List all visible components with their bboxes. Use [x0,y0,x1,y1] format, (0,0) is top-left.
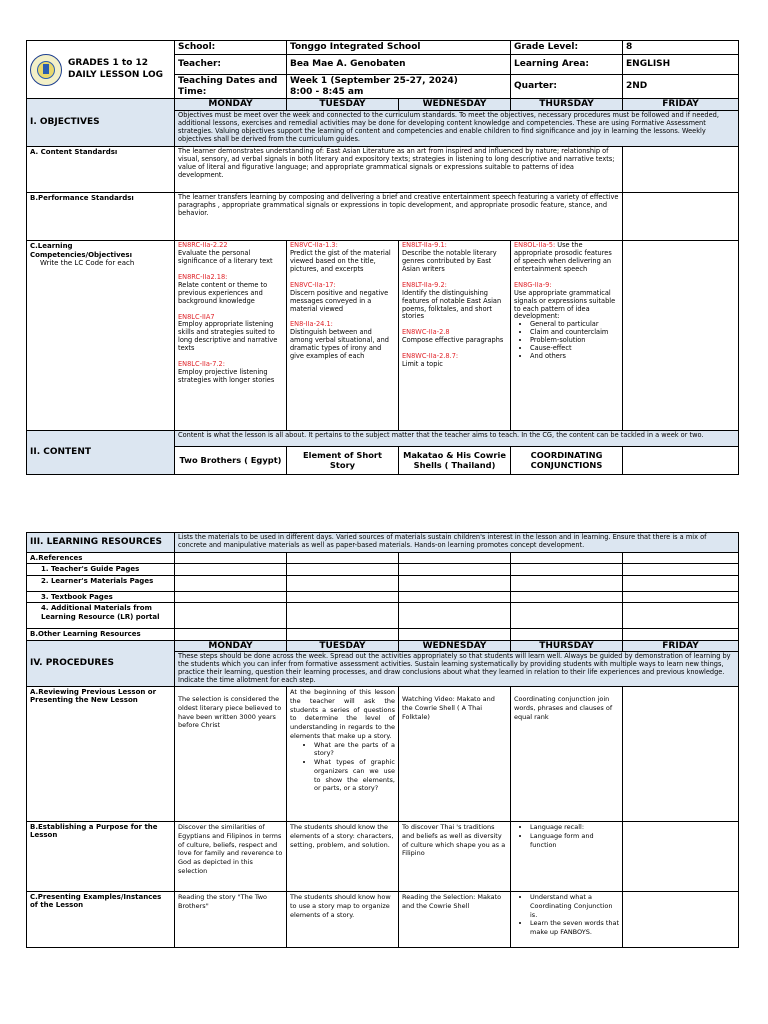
competencies-tuesday [287,241,399,431]
procedures-label: IV. PROCEDURES [27,640,175,686]
performance-standards-text: The learner transfers learning by composing and delivering a brief and creative entertainment speech featuring a variety of effective paragraphs , appropriate grammatical signals or expressions in topic development, and appropriate prosodic feature, stance, and behavior. [175,193,623,241]
list-item: • Learn the seven words that make up FANBOYS. [530,919,619,937]
lc-text: Evaluate the personal significance of a literary text [178,249,273,265]
list-item: • General to particular [530,321,619,329]
procedure-a-monday: The selection is considered the oldest literary piece believed to have been written 3000 years before Christ [175,686,287,821]
procedure-b-thursday-list [514,823,619,849]
procedure-b-monday: Discover the similarities of Egyptians and Filipinos in terms of culture, beliefs, respect and love for family and reverence to God as depicted in this selection [175,821,287,891]
procedure-b-label: B.Establishing a Purpose for the Lesson [27,821,175,891]
procedure-b-thursday [511,821,623,891]
lc-text: Distinguish between and among verbal situational, and dramatic types of irony and give examples of each [290,328,389,361]
resources-cell [623,564,739,575]
list-item: • What types of graphic organizers can we use to show the elements, or parts, or a story? [314,758,395,793]
procedure-c-label: C.Presenting Examples/Instances of the Lesson [27,891,175,947]
lc-code: EN8LC-IIa-7.2: [178,360,225,369]
resources-cell [511,629,623,640]
list-item: • Understand what a Coordinating Conjunction is. [530,893,619,919]
lc-text: Predict the gist of the material viewed based on the title, pictures, and excerpts [290,249,391,273]
procedure-a-thursday: Coordinating conjunction join words, phrases and clauses of equal rank [511,686,623,821]
resources-row-label: B.Other Learning Resources [27,629,175,640]
procedure-a-tuesday [287,686,399,821]
list-item: • Language recall: [530,823,619,832]
resources-row-label: 1. Teacher's Guide Pages [27,564,175,575]
day-header-friday: FRIDAY [623,99,739,111]
resources-cell [175,603,287,629]
resources-cell [399,629,511,640]
day-header-wednesday: WEDNESDAY [399,99,511,111]
content-label: II. CONTENT [27,431,175,475]
title-line-1: GRADES 1 to 12 [68,58,149,68]
procedure-b-wednesday: To discover Thai 's traditions and beliefs as well as diversity of culture which shape you as a Filipino [399,821,511,891]
lc-code: EN8LT-IIa-9.1: [402,241,447,250]
lc-code: EN8RC-IIa2.18: [178,272,228,281]
resources-cell [399,591,511,602]
procedure-a-friday [623,686,739,821]
resources-cell [175,591,287,602]
idea-pattern-list [514,321,619,361]
procedure-c-friday [623,891,739,947]
grade-label: Grade Level: [511,41,623,55]
resources-cell [511,564,623,575]
resources-cell [399,575,511,591]
competencies-wednesday [399,241,511,431]
lc-code: EN8VC-IIa-1.3: [290,241,338,250]
content-wednesday: Makatao & His Cowrie Shells ( Thailand) [399,447,511,475]
resources-cell [511,591,623,602]
resources-cell [175,553,287,564]
lc-text: Employ projective listening strategies with longer stories [178,367,275,384]
performance-standards-label: B.Performance Standardsı [27,193,175,241]
day-header-monday: MONDAY [175,640,287,652]
resources-row-label: A.References [27,553,175,564]
school-value: Tonggo Integrated School [287,41,511,55]
resources-cell [399,603,511,629]
content-standards-label: A. Content Standardsı [27,147,175,193]
dates-value-line-2: 8:00 - 8:45 am [290,86,364,97]
area-value: ENGLISH [623,54,739,74]
procedure-c-monday: Reading the story "The Two Brothers" [175,891,287,947]
competencies-label-cell [27,241,175,431]
resources-cell [287,591,399,602]
day-header-thursday: THURSDAY [511,640,623,652]
content-thursday: COORDINATING CONJUNCTIONS [511,447,623,475]
resources-cell [175,575,287,591]
resources-cell [175,564,287,575]
competencies-thursday [511,241,623,431]
day-header-friday: FRIDAY [623,640,739,652]
resources-cell [623,603,739,629]
resources-cell [623,575,739,591]
resources-cell [623,553,739,564]
resources-cell [287,603,399,629]
lc-text: Relate content or theme to previous experiences and background knowledge [178,280,268,305]
resources-row-label: 2. Learner's Materials Pages [27,575,175,591]
resources-row-label: 3. Textbook Pages [27,591,175,602]
dates-value [287,74,511,99]
quarter-label: Quarter: [511,74,623,99]
procedure-b-friday [623,821,739,891]
list-item: • Claim and counterclaim [530,329,619,337]
resources-row-label: 4. Additional Materials from Learning Resource (LR) portal [27,603,175,629]
list-item: • And others [530,353,619,361]
lc-code: EN8VC-IIa-17: [290,280,336,289]
content-standards-text: The learner demonstrates understanding of: East Asian Literature as an art from inspired and influenced by nature; relationship of visual, sensory, ad verbal signals in both literary and expository texts; strategies in listening to long descriptive and narrative texts; value of literal and figurative language; and appropriate grammatical signals or expressions suitable to patterns of idea development. [175,147,623,193]
objectives-label: I. OBJECTIVES [27,99,175,147]
school-label: School: [175,41,287,55]
lc-text: Use the appropriate prosodic features of speech when delivering an entertainment speech [514,241,612,273]
content-tuesday: Element of Short Story [287,447,399,475]
list-item: • What are the parts of a story? [314,741,395,759]
day-header-wednesday: WEDNESDAY [399,640,511,652]
resources-cell [623,591,739,602]
day-header-tuesday: TUESDAY [287,640,399,652]
header-title-cell [27,41,175,99]
dates-label: Teaching Dates and Time: [175,74,287,99]
procedure-c-tuesday: The students should know how to use a story map to organize elements of a story. [287,891,399,947]
day-header-thursday: THURSDAY [511,99,623,111]
resources-cell [287,629,399,640]
resources-cell [175,629,287,640]
list-item: • Language form and function [530,832,619,850]
resources-label: III. LEARNING RESOURCES [27,533,175,553]
resources-cell [511,575,623,591]
lc-code: EN8OL-IIa-5: [514,241,556,250]
area-label: Learning Area: [511,54,623,74]
competencies-monday [175,241,287,431]
procedure-c-thursday [511,891,623,947]
lc-code: EN8LT-IIa-9.2: [402,280,447,289]
teacher-label: Teacher: [175,54,287,74]
lc-code: EN8LC-IIA7 [178,312,215,321]
lc-code: EN8G-IIa-9: [514,280,552,289]
procedure-b-tuesday: The students should know the elements of a story: characters, setting, problem, and solution. [287,821,399,891]
content-friday [623,447,739,475]
procedure-a-wednesday: Watching Video: Makato and the Cowrie Shell ( A Thai Folktale) [399,686,511,821]
resources-cell [399,564,511,575]
list-item: • Cause-effect [530,345,619,353]
procedure-c-wednesday: Reading the Selection: Makato and the Cowrie Shell [399,891,511,947]
lc-code: EN8-IIa-24.1: [290,320,333,329]
dates-value-line-1: Week 1 (September 25-27, 2024) [290,75,458,86]
title-line-2: DAILY LESSON LOG [68,69,163,80]
lesson-log-table-1 [26,40,739,475]
lc-code: EN8RC-IIa-2.22 [178,241,228,250]
lc-code: EN8WC-IIa-2.8.7: [402,352,459,361]
resources-cell [511,603,623,629]
objectives-note: Objectives must be meet over the week and connected to the curriculum standards. To meet the objectives, necessary procedures must be followed and if needed, additional lessons, exercises and remedial activities may be done for developing content knowledge and competencies. These are using Formative Assessment strategies. Valuing objectives support the learning of content and competencies and enable children to find significance and joy in learning the lessons. Weekly objectives shall be derived from the curriculum guides. [175,111,739,147]
competencies-label: C.Learning Competencies/Objectivesı [30,242,132,259]
resources-note: Lists the materials to be used in different days. Varied sources of materials sustain children's interest in the lesson and in learning. Ensure that there is a mix of concrete and manipulative materials as well as paper-based materials. Hands-on learning promotes concept development. [175,533,739,553]
quarter-value: 2ND [623,74,739,99]
lc-code: EN8WC-IIa-2.8 [402,328,450,337]
resources-cell [287,564,399,575]
procedure-a-tuesday-text: At the beginning of this lesson the teacher will ask the students a series of questions to determine the level of understanding in regards to the elements that make up a story. [290,687,395,740]
resources-cell [287,575,399,591]
lesson-log-table-2 [26,532,739,948]
procedures-note: These steps should be done across the week. Spread out the activities appropriately so that students will learn well. Always be guided by demonstration of learning by the students which you can infer from formative assessment activities. Sustain learning systematically by providing students with multiple ways to learn new things, practice their learning, question their learning processes, and draw conclusions about what they learned in relation to their life experiences and previous knowledge. Indicate the time allotment for each step. [175,652,739,687]
lc-text: Discern positive and negative messages conveyed in a material viewed [290,288,389,313]
day-header-tuesday: TUESDAY [287,99,399,111]
content-note: Content is what the lesson is all about. It pertains to the subject matter that the teacher aims to teach. In the CG, the content can be tackled in a week or two. [175,431,739,447]
resources-cell [623,629,739,640]
list-item: • Problem-solution [530,337,619,345]
competencies-sublabel: Write the LC Code for each [40,258,135,267]
competencies-friday [623,241,739,431]
procedure-a-tuesday-list [290,741,395,794]
lc-text: Compose effective paragraphs [402,336,504,345]
resources-cell [399,553,511,564]
day-header-monday: MONDAY [175,99,287,111]
lc-text: Employ appropriate listening skills and strategies suited to long descriptive and narrative texts [178,320,278,353]
resources-cell [511,553,623,564]
grade-value: 8 [623,41,739,55]
resources-cell [287,553,399,564]
performance-standards-friday [623,193,739,241]
procedure-c-thursday-list [514,893,619,937]
teacher-value: Bea Mae A. Genobaten [287,54,511,74]
lc-text: Identify the distinguishing features of notable East Asian poems, folktales, and short stories [402,288,502,321]
lc-thursday-1 [514,242,619,274]
content-standards-friday [623,147,739,193]
procedure-a-label: A.Reviewing Previous Lesson or Presenting the New Lesson [27,686,175,821]
deped-seal-icon [30,54,62,86]
lc-text: Describe the notable literary genres contributed by East Asian writers [402,249,497,273]
lc-text: Limit a topic [402,360,443,369]
content-monday: Two Brothers ( Egypt) [175,447,287,475]
lc-text: Use appropriate grammatical signals or expressions suitable to each pattern of idea development: [514,288,616,321]
